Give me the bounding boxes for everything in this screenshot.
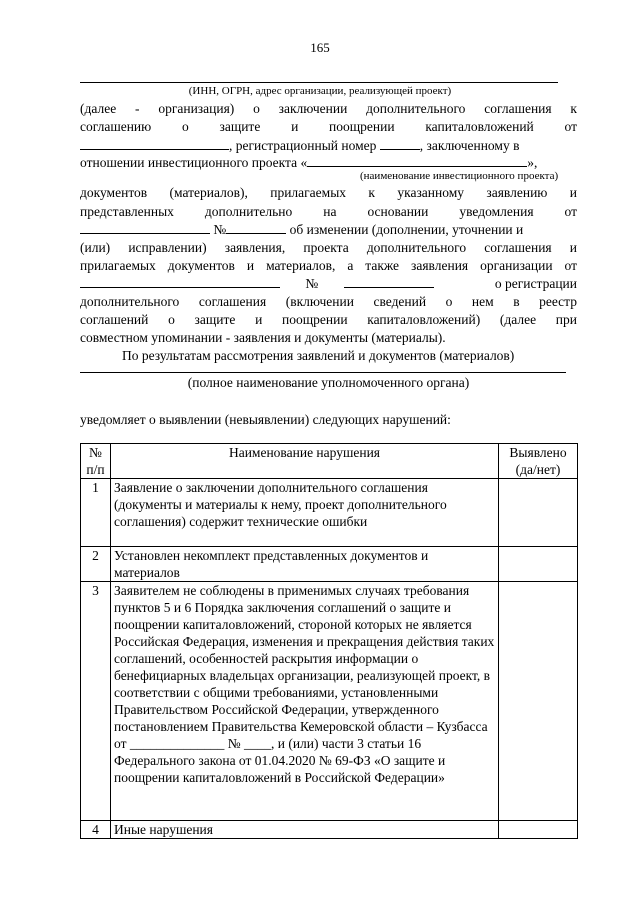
authority-blank-line	[80, 372, 566, 373]
para1-line4: отношении инвестиционного проекта « »,	[80, 155, 538, 170]
para1-line5: документов (материалов), прилагаемых к указанному заявлению и	[80, 185, 577, 200]
caption-authority: (полное наименование уполномоченного органа)	[187, 375, 470, 390]
para1-line2: соглашению о защите и поощрении капиталовложений от	[80, 119, 577, 134]
organization-blank-line	[80, 82, 558, 83]
row-num: 3	[81, 582, 111, 821]
row-text: Заявление о заключении дополнительного соглашения (документы и материалы к нему, проект дополнительного соглашения) содержит технические ошибки	[111, 479, 499, 547]
notice-date-blank	[80, 221, 210, 234]
caption-project: (наименование инвестиционного проекта)	[360, 170, 559, 182]
reg-number-blank	[380, 137, 420, 150]
page-number: 165	[310, 40, 330, 55]
para1-line8: (или) исправлении) заявления, проекта дополнительного соглашения и	[80, 240, 577, 255]
row-num: 2	[81, 547, 111, 582]
row-found-cell[interactable]	[499, 582, 578, 821]
row-found-cell[interactable]	[499, 821, 578, 839]
notify-line: уведомляет о выявлении (невыявлении) следующих нарушений:	[80, 412, 451, 427]
header-name: Наименование нарушения	[111, 444, 499, 479]
table-row	[81, 821, 578, 839]
table-header-row	[81, 444, 578, 479]
para1-line1: (далее - организация) о заключении дополнительного соглашения к	[80, 101, 577, 116]
row-text: Установлен некомплект представленных документов и материалов	[111, 547, 499, 582]
row-found-cell[interactable]	[499, 547, 578, 582]
application-number-blank	[344, 275, 434, 288]
para1-line7: № об изменении (дополнении, уточнении и	[80, 221, 577, 238]
project-name-blank	[307, 154, 527, 167]
row-found-cell[interactable]	[499, 479, 578, 547]
para1-line3: , регистрационный номер , заключенному в	[80, 137, 577, 154]
para1-line6: представленных дополнительно на основании уведомления от	[80, 204, 577, 219]
notice-number-blank	[226, 221, 286, 234]
row-num: 1	[81, 479, 111, 547]
para2-line1: По результатам рассмотрения заявлений и документов (материалов)	[122, 348, 515, 363]
row-num: 4	[81, 821, 111, 839]
para1-line11: дополнительного соглашения (включении сведений о нем в реестр	[80, 294, 577, 309]
para1-line10: № о регистрации	[80, 275, 577, 292]
row-text: Иные нарушения	[111, 821, 499, 839]
para1-line9: прилагаемых документов и материалов, а также заявления организации от	[80, 258, 577, 273]
header-num: № п/п	[81, 444, 111, 479]
header-found: Выявлено (да/нет)	[499, 444, 578, 479]
date-blank	[80, 137, 229, 150]
para1-line13: совместном упоминании - заявления и документы (материалы).	[80, 330, 446, 345]
table-row	[81, 479, 578, 547]
table-row	[81, 582, 578, 821]
para1-line12: соглашений о защите и поощрении капиталовложений) (далее при	[80, 312, 577, 327]
application-date-blank	[80, 275, 280, 288]
violations-table	[80, 443, 578, 839]
caption-inn: (ИНН, ОГРН, адрес организации, реализующей проект)	[188, 85, 452, 97]
row-text: Заявителем не соблюдены в применимых случаях требования пунктов 5 и 6 Порядка заключения соглашений о защите и поощрении капиталовложений, стороной которых не является Российская Федерация, изменения и прекращения действия таких соглашений, особенностей раскрытия информации о бенефициарных владельцах организации, реализующей проект, в соответствии с общими требованиями, установленными Правительством Российской Федерации, утвержденного постановлением Правительства Кемеровской области – Кузбасса от ______________ № ____, и (или) части 3 статьи 16 Федерального закона от 01.04.2020 № 69-ФЗ «О защите и поощрении капиталовложений в Российской Федерации»	[111, 582, 499, 821]
table-row	[81, 547, 578, 582]
